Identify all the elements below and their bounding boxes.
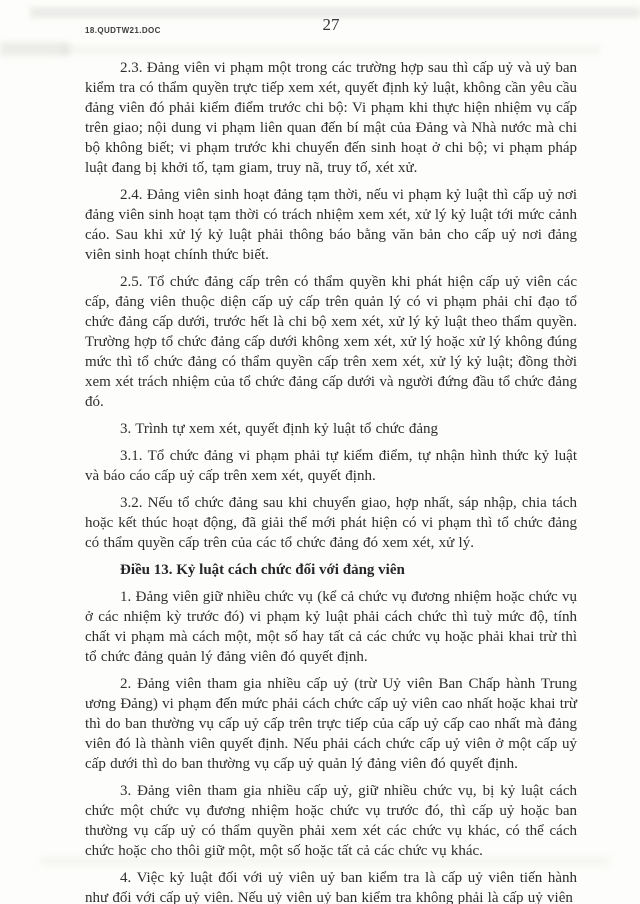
- scan-artifact-mid: [60, 46, 600, 54]
- document-body: [85, 58, 577, 904]
- article-13-heading: Điều 13. Kỷ luật cách chức đối với đảng viên: [120, 562, 405, 578]
- page-number: 27: [322, 15, 340, 34]
- paragraph-article-13-clause-1: 1. Đảng viên giữ nhiều chức vụ (kể cả chức vụ đương nhiệm hoặc chức vụ ở các nhiệm kỳ trước đó) vi phạm kỷ luật phải cách chức thì tuỳ mức độ, tính chất vi phạm mà cách một, một số hay tất cả các chức vụ hoặc phải khai trừ thì tổ chức đảng quản lý đảng viên đó quyết định.: [85, 589, 577, 665]
- paragraph-clause-3-1: 3.1. Tổ chức đảng vi phạm phải tự kiểm điểm, tự nhận hình thức kỷ luật và báo cáo cấp uỷ cấp trên xem xét, quyết định.: [85, 448, 577, 484]
- paragraph-clause-2-5: 2.5. Tổ chức đảng cấp trên có thẩm quyền khi phát hiện cấp uỷ viên các cấp, đảng viên thuộc diện cấp uỷ cấp trên quản lý có vi phạm phải chỉ đạo tổ chức đảng cấp dưới, trước hết là chi bộ xem xét, xử lý kỷ luật theo thẩm quyền. Trường hợp tổ chức đảng cấp dưới không xem xét, xử lý hoặc xử lý không đúng mức thì tổ chức đảng có thẩm quyền cấp trên xem xét, xử lý kỷ luật; đồng thời xem xét trách nhiệm của tổ chức đảng cấp dưới và người đứng đầu tổ chức đảng đó.: [85, 274, 577, 410]
- paragraph-article-13-clause-3: 3. Đảng viên tham gia nhiều cấp uỷ, giữ nhiều chức vụ, bị kỷ luật cách chức một chức vụ đương nhiệm hoặc chức vụ trước đó, thì cấp uỷ hoặc ban thường vụ cấp uỷ có thẩm quyền phải xem xét các chức vụ khác, có thể cách chức hoặc cho thôi giữ một, một số hoặc tất cả các chức vụ khác.: [85, 783, 577, 859]
- paragraph-clause-3: 3. Trình tự xem xét, quyết định kỷ luật tổ chức đảng: [120, 421, 438, 437]
- doc-reference-label: 18.QUDTW21.DOC: [85, 26, 161, 35]
- paragraph-article-13-clause-2: 2. Đảng viên tham gia nhiều cấp uỷ (trừ Uỷ viên Ban Chấp hành Trung ương Đảng) vi phạm đến mức phải cách chức cấp uỷ viên cao nhất hoặc khai trừ thì do ban thường vụ cấp uỷ cấp trên trực tiếp của cấp uỷ cấp cao nhất mà đảng viên đó là thành viên quyết định. Nếu phải cách chức cấp uỷ viên ở một cấp uỷ cấp dưới thì do ban thường vụ cấp uỷ quản lý đảng viên đó quyết định.: [85, 676, 577, 772]
- paragraph-clause-2-4: 2.4. Đảng viên sinh hoạt đảng tạm thời, nếu vi phạm kỷ luật thì cấp uỷ nơi đảng viên sinh hoạt tạm thời có trách nhiệm xem xét, xử lý kỷ luật tới mức cảnh cáo. Sau khi xử lý kỷ luật phải thông báo bằng văn bản cho cấp uỷ nơi đảng viên sinh hoạt chính thức biết.: [85, 187, 577, 263]
- paragraph-clause-3-2: 3.2. Nếu tổ chức đảng sau khi chuyển giao, hợp nhất, sáp nhập, chia tách hoặc kết thúc hoạt động, đã giải thể mới phát hiện có vi phạm thì tổ chức đảng có thẩm quyền cấp trên của các tổ chức đảng đó xem xét, xử lý.: [85, 495, 577, 551]
- paragraph-clause-2-3: 2.3. Đảng viên vi phạm một trong các trường hợp sau thì cấp uỷ và uỷ ban kiểm tra có thẩm quyền trực tiếp xem xét, quyết định kỷ luật, không cần yêu cầu đảng viên đó phải kiểm điểm trước chi bộ: Vi phạm khi thực hiện nhiệm vụ cấp trên giao; nội dung vi phạm liên quan đến bí mật của Đảng và Nhà nước mà chi bộ không biết; vi phạm trước khi chuyển đến sinh hoạt ở chi bộ; vi phạm pháp luật đang bị khởi tố, tạm giam, truy nã, truy tố, xét xử.: [85, 60, 577, 176]
- scan-artifact-left: [0, 42, 70, 56]
- paragraph-article-13-clause-4: 4. Việc kỷ luật đối với uỷ viên uỷ ban kiểm tra là cấp uỷ viên tiến hành như đối với cấp uỷ viên. Nếu uỷ viên uỷ ban kiểm tra không phải là cấp uỷ viên: [85, 870, 577, 904]
